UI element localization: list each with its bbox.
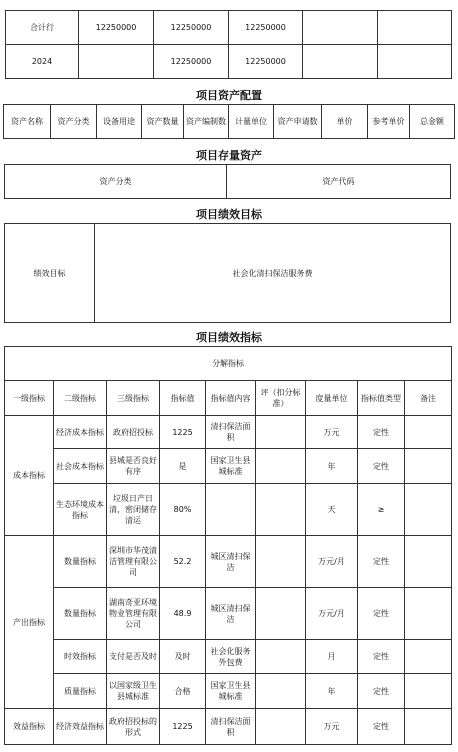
indicator-type-cell: 定性 bbox=[358, 640, 405, 674]
indicator-content-cell bbox=[206, 484, 256, 536]
indicator-row bbox=[5, 536, 452, 588]
indicator-val-cell: 80% bbox=[160, 484, 206, 536]
indicator-score-cell bbox=[256, 709, 306, 745]
indicator-content-cell: 城区清扫保洁 bbox=[206, 536, 256, 588]
column-header: 参考单价 bbox=[368, 105, 410, 139]
budget-cell: 12250000 bbox=[229, 45, 303, 79]
indicator-score-cell bbox=[256, 449, 306, 484]
goal-text: 社会化清扫保洁服务费 bbox=[95, 224, 451, 323]
indicator-l3-cell: 湖南奇亚环境物业管理有限公司 bbox=[107, 588, 160, 640]
indicator-row bbox=[5, 449, 452, 484]
indicator-row bbox=[5, 588, 452, 640]
indicator-content-cell: 国家卫生县城标准 bbox=[206, 674, 256, 709]
column-header: 指标值 bbox=[160, 381, 206, 416]
indicator-note-cell bbox=[405, 709, 452, 745]
budget-year-row bbox=[6, 45, 452, 79]
indicator-l2-cell: 经济成本指标 bbox=[54, 416, 107, 449]
indicator-score-cell bbox=[256, 484, 306, 536]
indicator-l2-cell: 数量指标 bbox=[54, 588, 107, 640]
indicator-l3-cell: 政府招投标 bbox=[107, 416, 160, 449]
goal-table bbox=[4, 223, 451, 323]
column-header: 三级指标 bbox=[107, 381, 160, 416]
budget-cell bbox=[303, 45, 378, 79]
indicator-unit-cell: 年 bbox=[306, 674, 358, 709]
budget-cell bbox=[378, 11, 452, 45]
indicator-unit-cell: 万元/月 bbox=[306, 588, 358, 640]
indicator-content-cell: 国家卫生县城标准 bbox=[206, 449, 256, 484]
indicator-unit-cell: 月 bbox=[306, 640, 358, 674]
budget-table bbox=[5, 10, 452, 79]
column-header: 总金额 bbox=[410, 105, 455, 139]
indicator-type-cell: 定性 bbox=[358, 709, 405, 745]
goal-label: 绩效目标 bbox=[5, 224, 95, 323]
indicator-l2-cell: 时效指标 bbox=[54, 640, 107, 674]
indicator-l3-cell: 县城是否良好有序 bbox=[107, 449, 160, 484]
indicator-row bbox=[5, 674, 452, 709]
indicator-l2-cell: 数量指标 bbox=[54, 536, 107, 588]
column-header: 备注 bbox=[405, 381, 452, 416]
indicator-unit-cell: 万元 bbox=[306, 709, 358, 745]
budget-cell: 12250000 bbox=[229, 11, 303, 45]
column-header: 二级指标 bbox=[54, 381, 107, 416]
asset-stock-title: 项目存量资产 bbox=[196, 149, 262, 162]
budget-cell: 12250000 bbox=[154, 11, 229, 45]
column-header: 评（扣分标准） bbox=[256, 381, 306, 416]
budget-cell bbox=[378, 45, 452, 79]
indicator-content-cell: 城区清扫保洁 bbox=[206, 588, 256, 640]
indicator-l2-cell: 经济效益指标 bbox=[54, 709, 107, 745]
level1-indicator: 效益指标 bbox=[5, 709, 54, 745]
column-header: 资产申请数 bbox=[274, 105, 322, 139]
indicator-type-cell: 定性 bbox=[358, 416, 405, 449]
section-label: 分解指标 bbox=[5, 347, 452, 381]
indicator-score-cell bbox=[256, 588, 306, 640]
indicator-val-cell: 是 bbox=[160, 449, 206, 484]
indicator-l2-cell: 社会成本指标 bbox=[54, 449, 107, 484]
indicators-header-row bbox=[5, 381, 452, 416]
indicator-row bbox=[5, 416, 452, 449]
indicator-note-cell bbox=[405, 449, 452, 484]
indicator-row bbox=[5, 640, 452, 674]
indicator-l3-cell: 以国家级卫生县城标准 bbox=[107, 674, 160, 709]
asset-stock-header-row bbox=[5, 165, 451, 199]
column-header: 单价 bbox=[322, 105, 368, 139]
indicator-note-cell bbox=[405, 416, 452, 449]
goal-row bbox=[5, 224, 451, 323]
indicator-val-cell: 1225 bbox=[160, 416, 206, 449]
budget-cell: 2024 bbox=[6, 45, 79, 79]
indicator-val-cell: 52.2 bbox=[160, 536, 206, 588]
indicator-content-cell: 清扫保洁面积 bbox=[206, 709, 256, 745]
indicator-l2-cell: 生态环境成本指标 bbox=[54, 484, 107, 536]
indicator-l3-cell: 深圳市华茂清洁管理有限公司 bbox=[107, 536, 160, 588]
indicator-unit-cell: 万元/月 bbox=[306, 536, 358, 588]
indicator-l3-cell: 政府招投标的形式 bbox=[107, 709, 160, 745]
indicator-score-cell bbox=[256, 416, 306, 449]
indicator-type-cell: 定性 bbox=[358, 449, 405, 484]
column-header: 指标值内容 bbox=[206, 381, 256, 416]
column-header: 度量单位 bbox=[306, 381, 358, 416]
indicators-title: 项目绩效指标 bbox=[196, 331, 262, 344]
indicator-val-cell: 及时 bbox=[160, 640, 206, 674]
indicator-note-cell bbox=[405, 484, 452, 536]
budget-cell: 合计行 bbox=[6, 11, 79, 45]
column-header: 资产名称 bbox=[4, 105, 51, 139]
indicator-score-cell bbox=[256, 536, 306, 588]
indicator-row bbox=[5, 709, 452, 745]
indicator-val-cell: 1225 bbox=[160, 709, 206, 745]
indicator-l3-cell: 支付是否及时 bbox=[107, 640, 160, 674]
section-row bbox=[5, 347, 452, 381]
column-header: 资产分类 bbox=[5, 165, 227, 199]
asset-config-table bbox=[3, 104, 455, 139]
indicator-row bbox=[5, 484, 452, 536]
column-header: 一级指标 bbox=[5, 381, 54, 416]
asset-config-header-row bbox=[4, 105, 455, 139]
indicator-type-cell: 定性 bbox=[358, 588, 405, 640]
indicator-note-cell bbox=[405, 536, 452, 588]
budget-cell: 12250000 bbox=[154, 45, 229, 79]
indicator-content-cell: 社会化服务外包费 bbox=[206, 640, 256, 674]
indicator-l2-cell: 质量指标 bbox=[54, 674, 107, 709]
indicator-type-cell: ≥ bbox=[358, 484, 405, 536]
asset-config-title: 项目资产配置 bbox=[196, 89, 262, 102]
indicator-unit-cell: 天 bbox=[306, 484, 358, 536]
indicator-val-cell: 48.9 bbox=[160, 588, 206, 640]
indicators-table bbox=[4, 346, 452, 745]
column-header: 资产代码 bbox=[227, 165, 451, 199]
column-header: 资产编制数 bbox=[184, 105, 229, 139]
indicator-l3-cell: 垃圾日产日清，密闭储存清运 bbox=[107, 484, 160, 536]
budget-cell: 12250000 bbox=[79, 11, 154, 45]
indicator-unit-cell: 年 bbox=[306, 449, 358, 484]
column-header: 资产分类 bbox=[51, 105, 97, 139]
budget-total-row bbox=[6, 11, 452, 45]
indicator-content-cell: 清扫保洁面积 bbox=[206, 416, 256, 449]
column-header: 设备用途 bbox=[97, 105, 142, 139]
indicator-score-cell bbox=[256, 640, 306, 674]
indicator-type-cell: 定性 bbox=[358, 536, 405, 588]
indicator-note-cell bbox=[405, 674, 452, 709]
column-header: 资产数量 bbox=[142, 105, 184, 139]
indicator-note-cell bbox=[405, 588, 452, 640]
indicator-score-cell bbox=[256, 674, 306, 709]
goal-title: 项目绩效目标 bbox=[196, 208, 262, 221]
indicator-type-cell: 定性 bbox=[358, 674, 405, 709]
asset-stock-table bbox=[4, 164, 451, 199]
budget-cell bbox=[79, 45, 154, 79]
indicator-unit-cell: 万元 bbox=[306, 416, 358, 449]
level1-indicator: 产出指标 bbox=[5, 536, 54, 709]
indicator-note-cell bbox=[405, 640, 452, 674]
column-header: 指标值类型 bbox=[358, 381, 405, 416]
column-header: 计量单位 bbox=[229, 105, 274, 139]
level1-indicator: 成本指标 bbox=[5, 416, 54, 536]
budget-cell bbox=[303, 11, 378, 45]
indicator-val-cell: 合格 bbox=[160, 674, 206, 709]
